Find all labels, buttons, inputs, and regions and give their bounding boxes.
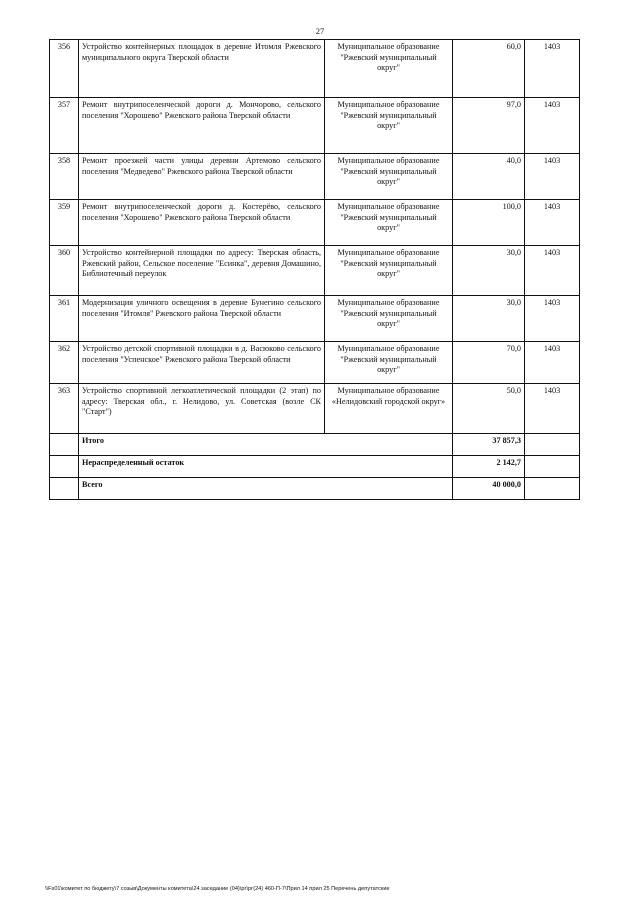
row-description: Модернизация уличного освещения в деревне Бунегино сельского поселения "Итомля" Ржевского района Тверской области	[79, 296, 325, 342]
row-description: Ремонт проезжей части улицы деревни Артемово сельского поселения "Медведево" Ржевского района Тверской области	[79, 154, 325, 200]
grand-total-spacer	[50, 478, 79, 500]
remainder-spacer	[50, 456, 79, 478]
row-code: 1403	[525, 200, 580, 246]
row-sum: 70,0	[453, 342, 525, 384]
table-row	[50, 384, 580, 434]
table-row	[50, 40, 580, 98]
row-description: Устройство контейнерной площадки по адресу: Тверская область, Ржевский район, Сельское поселение "Есинка", деревня Домашино, Библиотечный переулок	[79, 246, 325, 296]
grand-total-code-empty	[525, 478, 580, 500]
allocation-table	[49, 39, 580, 500]
row-sum: 30,0	[453, 296, 525, 342]
row-sum: 30,0	[453, 246, 525, 296]
page-number: 27	[315, 26, 325, 36]
row-municipality: Муниципальное образование "Ржевский муниципальный округ"	[325, 296, 453, 342]
row-code: 1403	[525, 40, 580, 98]
row-description: Устройство детской спортивной площадки в д. Васюково сельского поселения "Успенское" Ржевского района Тверской области	[79, 342, 325, 384]
row-sum: 100,0	[453, 200, 525, 246]
row-municipality: Муниципальное образование "Ржевский муниципальный округ"	[325, 342, 453, 384]
remainder-sum: 2 142,7	[453, 456, 525, 478]
row-description: Ремонт внутрипоселенческой дороги д. Костерёво, сельского поселения "Хорошево" Ржевского района Тверской области	[79, 200, 325, 246]
row-sum: 40,0	[453, 154, 525, 200]
row-municipality: Муниципальное образование "Ржевский муниципальный округ"	[325, 98, 453, 154]
row-code: 1403	[525, 154, 580, 200]
total-sum: 37 857,3	[453, 434, 525, 456]
footer-file-path: \\Fs01\комитет по бюджету\7 созыв\Документы комитета\24 заседание (04)\рг\рг(24) 460-П-7\Прил 14 прил 25 Перечень депутатские	[45, 886, 390, 892]
row-number: 360	[50, 246, 79, 296]
row-description: Ремонт внутрипоселенческой дороги д. Мончорово, сельского поселения "Хорошево" Ржевского района Тверской области	[79, 98, 325, 154]
row-number: 358	[50, 154, 79, 200]
total-code-empty	[525, 434, 580, 456]
row-number: 362	[50, 342, 79, 384]
row-municipality: Муниципальное образование "Ржевский муниципальный округ"	[325, 154, 453, 200]
row-sum: 50,0	[453, 384, 525, 434]
row-sum: 60,0	[453, 40, 525, 98]
grand-total-label: Всего	[79, 478, 453, 500]
row-code: 1403	[525, 342, 580, 384]
total-row	[50, 434, 580, 456]
grand-total-sum: 40 000,0	[453, 478, 525, 500]
row-number: 359	[50, 200, 79, 246]
total-spacer	[50, 434, 79, 456]
table-row	[50, 200, 580, 246]
row-number: 357	[50, 98, 79, 154]
row-description: Устройство контейнерных площадок в деревне Итомля Ржевского муниципального округа Тверской области	[79, 40, 325, 98]
row-municipality: Муниципальное образование «Нелидовский городской округ»	[325, 384, 453, 434]
row-code: 1403	[525, 296, 580, 342]
table-row	[50, 342, 580, 384]
grand-total-row	[50, 478, 580, 500]
remainder-row	[50, 456, 580, 478]
remainder-code-empty	[525, 456, 580, 478]
row-code: 1403	[525, 246, 580, 296]
row-municipality: Муниципальное образование "Ржевский муниципальный округ"	[325, 246, 453, 296]
row-code: 1403	[525, 98, 580, 154]
row-number: 356	[50, 40, 79, 98]
row-code: 1403	[525, 384, 580, 434]
table-row	[50, 246, 580, 296]
row-municipality: Муниципальное образование "Ржевский муниципальный округ"	[325, 200, 453, 246]
row-description: Устройство спортивной легкоатлетической площадки (2 этап) по адресу: Тверская обл., г. Нелидово, ул. Советская (возле СК "Старт")	[79, 384, 325, 434]
row-number: 361	[50, 296, 79, 342]
total-label: Итого	[79, 434, 453, 456]
row-number: 363	[50, 384, 79, 434]
row-municipality: Муниципальное образование "Ржевский муниципальный округ"	[325, 40, 453, 98]
remainder-label: Нераспределенный остаток	[79, 456, 453, 478]
table-row	[50, 98, 580, 154]
row-sum: 97,0	[453, 98, 525, 154]
table-row	[50, 154, 580, 200]
table-body	[50, 40, 580, 500]
table-row	[50, 296, 580, 342]
